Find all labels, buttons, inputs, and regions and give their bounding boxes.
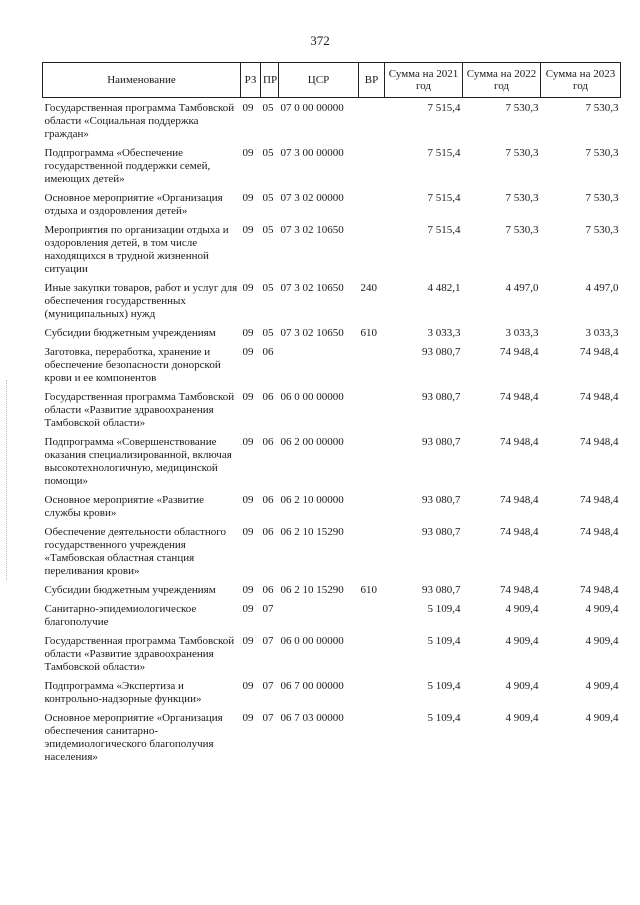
row-sum-2023: 74 948,4	[580, 436, 619, 448]
row-sum-2021: 3 033,3	[427, 327, 461, 339]
row-name: Основное мероприятие «Организация обеспечения санитарно-эпидемиологического благополучия населения»	[44, 712, 223, 763]
table-row	[43, 580, 621, 599]
row-csr: 06 2 00 00000	[280, 436, 344, 448]
row-vr	[359, 188, 385, 220]
row-pr: 06	[262, 436, 274, 448]
table-row	[43, 188, 621, 220]
row-vr: 610	[360, 584, 377, 596]
row-vr	[359, 708, 385, 766]
row-csr: 06 2 10 15290	[280, 526, 344, 538]
row-csr: 07 3 02 10650	[280, 224, 344, 236]
row-sum-2022: 74 948,4	[500, 436, 539, 448]
row-vr	[359, 676, 385, 708]
row-name: Субсидии бюджетным учреждениям	[44, 327, 216, 339]
row-vr	[359, 599, 385, 631]
row-rz: 09	[242, 680, 254, 692]
table-row	[43, 220, 621, 278]
row-name: Основное мероприятие «Развитие службы крови»	[44, 494, 205, 519]
row-sum-2022: 7 530,3	[505, 147, 539, 159]
row-rz: 09	[242, 192, 254, 204]
row-sum-2021: 5 109,4	[427, 712, 461, 724]
table-row	[43, 98, 621, 144]
row-vr	[359, 342, 385, 387]
row-sum-2021: 4 482,1	[427, 282, 461, 294]
row-sum-2022: 7 530,3	[505, 102, 539, 114]
row-sum-2023: 74 948,4	[580, 584, 619, 596]
row-rz: 09	[242, 584, 254, 596]
row-csr: 06 7 03 00000	[280, 712, 344, 724]
row-rz: 09	[242, 712, 254, 724]
table-row	[43, 432, 621, 490]
row-rz: 09	[242, 224, 254, 236]
row-rz: 09	[242, 494, 254, 506]
row-sum-2023: 74 948,4	[580, 494, 619, 506]
row-pr: 05	[262, 282, 274, 294]
header-sum-2022: Сумма на 2022 год	[463, 63, 541, 98]
row-name: Подпрограмма «Обеспечение государственной поддержки семей, имеющих детей»	[44, 147, 211, 185]
row-sum-2021: 93 080,7	[422, 436, 461, 448]
row-name: Государственная программа Тамбовской области «Развитие здравоохранения Тамбовской области»	[44, 635, 235, 673]
row-pr: 07	[262, 635, 274, 647]
row-csr: 07 3 02 10650	[280, 327, 344, 339]
row-pr: 07	[262, 603, 274, 615]
row-sum-2023: 7 530,3	[585, 102, 619, 114]
table-row	[43, 323, 621, 342]
row-sum-2022: 7 530,3	[505, 192, 539, 204]
row-sum-2021: 7 515,4	[427, 147, 461, 159]
row-sum-2023: 4 909,4	[585, 635, 619, 647]
table-row	[43, 631, 621, 676]
header-vr: ВР	[359, 63, 385, 98]
row-rz: 09	[242, 603, 254, 615]
row-pr: 05	[262, 147, 274, 159]
row-sum-2022: 7 530,3	[505, 224, 539, 236]
row-sum-2022: 74 948,4	[500, 526, 539, 538]
row-pr: 05	[262, 224, 274, 236]
budget-table	[42, 62, 621, 766]
row-rz: 09	[242, 346, 254, 358]
row-csr: 07 3 00 00000	[280, 147, 344, 159]
table-header-row	[43, 63, 621, 98]
row-vr	[359, 631, 385, 676]
row-csr: 06 2 10 15290	[280, 584, 344, 596]
row-sum-2022: 4 909,4	[505, 680, 539, 692]
row-sum-2022: 74 948,4	[500, 584, 539, 596]
row-rz: 09	[242, 526, 254, 538]
row-pr: 05	[262, 327, 274, 339]
header-sum-2021: Сумма на 2021 год	[385, 63, 463, 98]
row-sum-2022: 74 948,4	[500, 346, 539, 358]
row-csr: 06 2 10 00000	[280, 494, 344, 506]
row-sum-2022: 3 033,3	[505, 327, 539, 339]
row-pr: 05	[262, 192, 274, 204]
row-name: Заготовка, переработка, хранение и обеспечение безопасности донорской крови и ее компонентов	[44, 346, 221, 384]
row-sum-2023: 7 530,3	[585, 224, 619, 236]
row-pr: 06	[262, 584, 274, 596]
row-sum-2023: 74 948,4	[580, 346, 619, 358]
row-vr	[359, 522, 385, 580]
row-sum-2022: 4 909,4	[505, 635, 539, 647]
row-pr: 07	[262, 712, 274, 724]
row-sum-2022: 74 948,4	[500, 494, 539, 506]
row-name: Иные закупки товаров, работ и услуг для обеспечения государственных (муниципальных) нужд	[44, 282, 238, 320]
table-row	[43, 599, 621, 631]
row-csr	[279, 342, 359, 387]
table-row	[43, 143, 621, 188]
row-rz: 09	[242, 436, 254, 448]
row-rz: 09	[242, 635, 254, 647]
row-sum-2021: 5 109,4	[427, 635, 461, 647]
row-vr	[359, 490, 385, 522]
header-sum-2023: Сумма на 2023 год	[541, 63, 621, 98]
row-sum-2023: 74 948,4	[580, 391, 619, 403]
scan-edge-marks	[6, 380, 9, 580]
row-vr: 610	[360, 327, 377, 339]
row-sum-2023: 7 530,3	[585, 192, 619, 204]
row-csr: 07 3 02 00000	[280, 192, 344, 204]
row-name: Обеспечение деятельности областного государственного учреждения «Тамбовская областная станция переливания крови»	[44, 526, 226, 577]
row-name: Государственная программа Тамбовской области «Социальная поддержка граждан»	[44, 102, 235, 140]
row-pr: 05	[262, 102, 274, 114]
row-pr: 06	[262, 526, 274, 538]
row-sum-2021: 7 515,4	[427, 224, 461, 236]
row-sum-2021: 93 080,7	[422, 494, 461, 506]
row-sum-2023: 4 497,0	[585, 282, 619, 294]
row-pr: 07	[262, 680, 274, 692]
header-pr: ПР	[261, 63, 279, 98]
table-row	[43, 676, 621, 708]
row-sum-2023: 4 909,4	[585, 680, 619, 692]
row-sum-2021: 5 109,4	[427, 680, 461, 692]
row-name: Субсидии бюджетным учреждениям	[44, 584, 216, 596]
row-sum-2021: 93 080,7	[422, 346, 461, 358]
row-sum-2021: 93 080,7	[422, 526, 461, 538]
row-vr	[359, 98, 385, 144]
page-number: 372	[310, 33, 330, 48]
row-rz: 09	[242, 102, 254, 114]
row-rz: 09	[242, 147, 254, 159]
row-sum-2023: 3 033,3	[585, 327, 619, 339]
row-csr	[279, 599, 359, 631]
table-row	[43, 278, 621, 323]
row-csr: 06 0 00 00000	[280, 635, 344, 647]
row-vr: 240	[360, 282, 377, 294]
row-csr: 06 7 00 00000	[280, 680, 344, 692]
header-rz: РЗ	[241, 63, 261, 98]
row-csr: 07 3 02 10650	[280, 282, 344, 294]
table-row	[43, 342, 621, 387]
table-row	[43, 387, 621, 432]
row-rz: 09	[242, 282, 254, 294]
row-rz: 09	[242, 391, 254, 403]
row-sum-2021: 93 080,7	[422, 584, 461, 596]
table-row	[43, 490, 621, 522]
row-rz: 09	[242, 327, 254, 339]
row-vr	[359, 220, 385, 278]
row-csr: 06 0 00 00000	[280, 391, 344, 403]
row-sum-2021: 93 080,7	[422, 391, 461, 403]
row-name: Мероприятия по организации отдыха и оздоровления детей, в том числе находящихся в трудной жизненной ситуации	[44, 224, 229, 275]
row-pr: 06	[262, 346, 274, 358]
table-row	[43, 522, 621, 580]
row-sum-2022: 4 909,4	[505, 712, 539, 724]
row-sum-2022: 4 909,4	[505, 603, 539, 615]
header-name: Наименование	[43, 63, 241, 98]
row-vr	[359, 143, 385, 188]
row-name: Государственная программа Тамбовской области «Развитие здравоохранения Тамбовской области»	[44, 391, 235, 429]
row-vr	[359, 387, 385, 432]
row-sum-2023: 4 909,4	[585, 712, 619, 724]
row-sum-2021: 7 515,4	[427, 192, 461, 204]
row-name: Санитарно-эпидемиологическое благополучие	[44, 603, 197, 628]
header-csr: ЦСР	[279, 63, 359, 98]
row-name: Основное мероприятие «Организация отдыха и оздоровления детей»	[44, 192, 223, 217]
row-sum-2021: 7 515,4	[427, 102, 461, 114]
row-name: Подпрограмма «Совершенствование оказания специализированной, включая высокотехнологичную, медицинской помощи»	[44, 436, 232, 487]
row-csr: 07 0 00 00000	[280, 102, 344, 114]
row-sum-2023: 4 909,4	[585, 603, 619, 615]
row-sum-2022: 74 948,4	[500, 391, 539, 403]
row-sum-2023: 74 948,4	[580, 526, 619, 538]
row-pr: 06	[262, 391, 274, 403]
table-row	[43, 708, 621, 766]
row-sum-2021: 5 109,4	[427, 603, 461, 615]
row-name: Подпрограмма «Экспертиза и контрольно-надзорные функции»	[44, 680, 202, 705]
row-sum-2023: 7 530,3	[585, 147, 619, 159]
row-pr: 06	[262, 494, 274, 506]
row-sum-2022: 4 497,0	[505, 282, 539, 294]
row-vr	[359, 432, 385, 490]
